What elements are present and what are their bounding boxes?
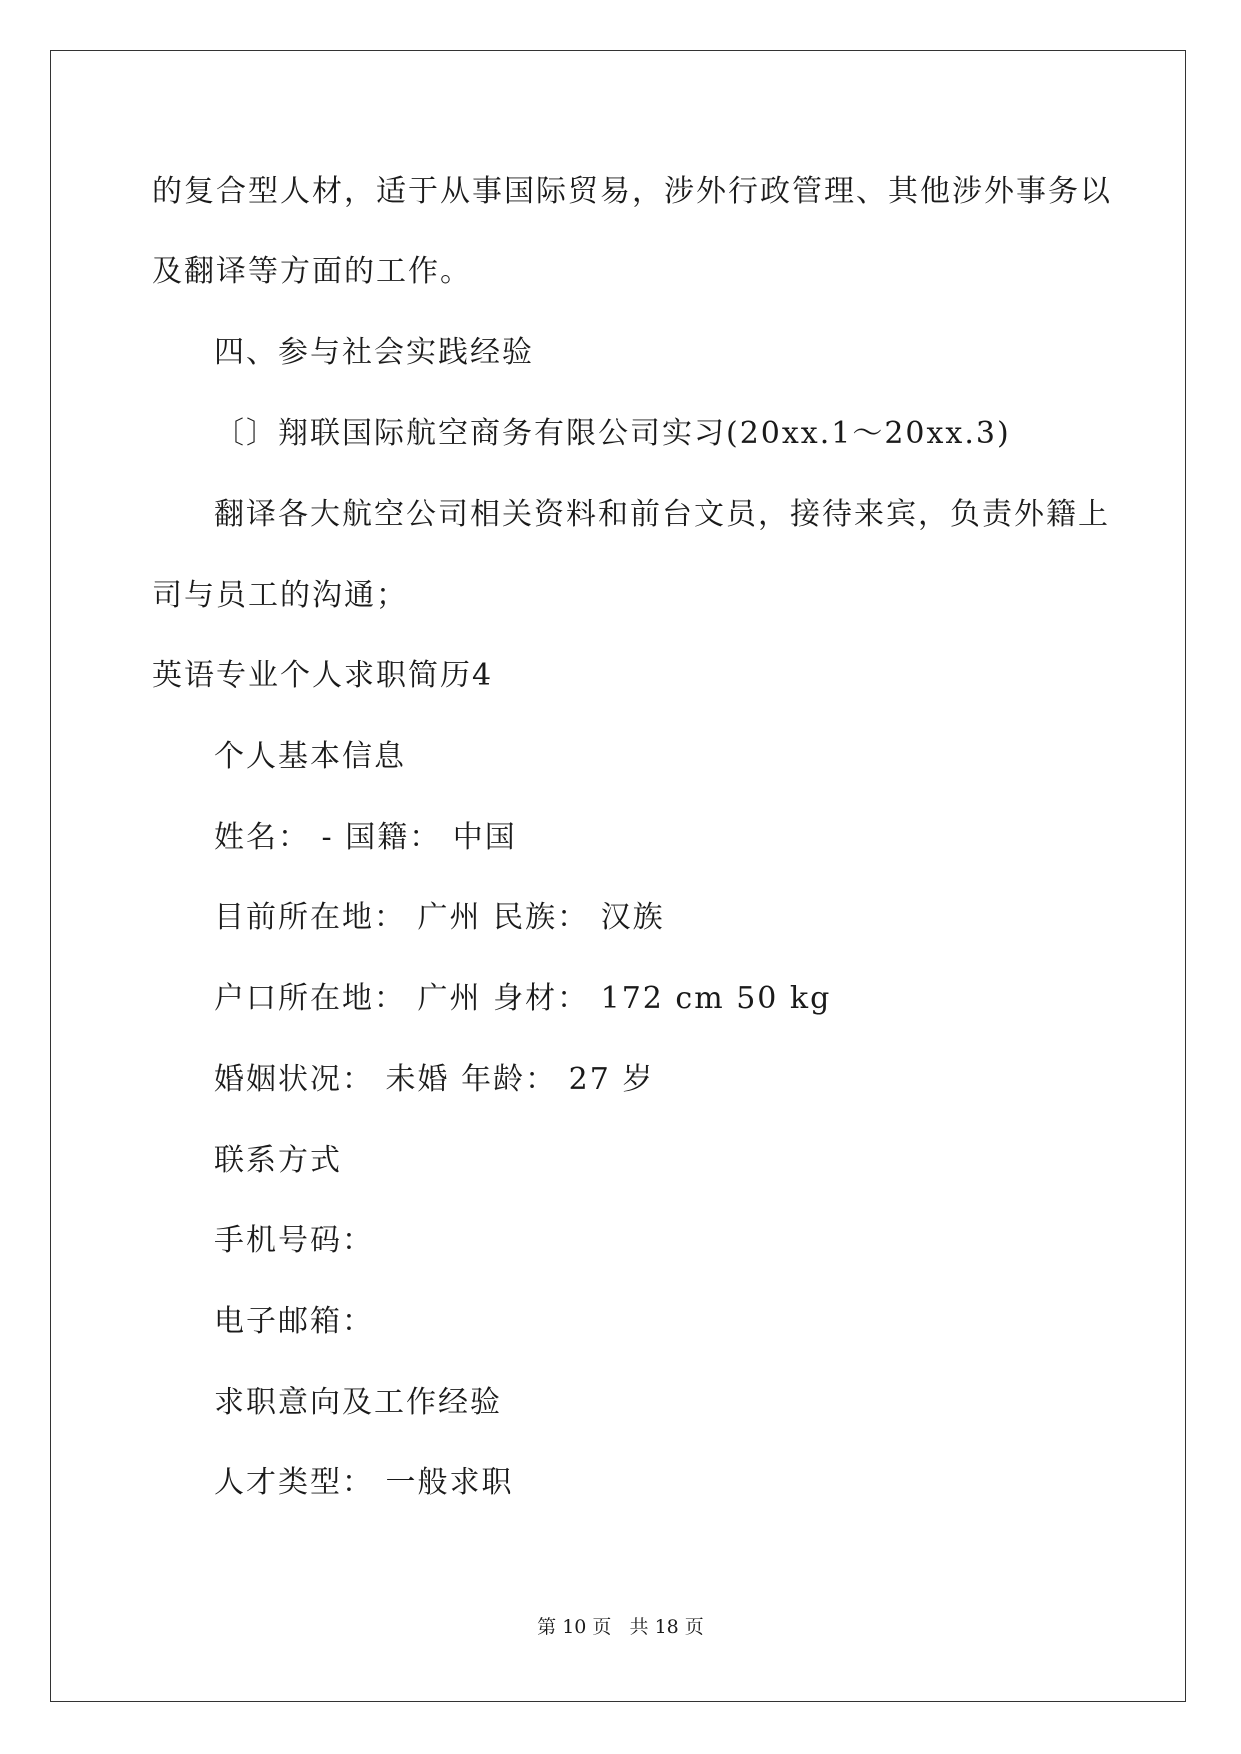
internship-entry: 〔〕翔联国际航空商务有限公司实习(20xx.1～20xx.3) [214, 416, 1011, 451]
info-line: 婚姻状况： 未婚 年龄： 27 岁 [214, 1062, 655, 1097]
info-line: 目前所在地： 广州 民族： 汉族 [214, 900, 665, 935]
info-line: 人才类型： 一般求职 [214, 1465, 514, 1500]
section-heading: 四、参与社会实践经验 [214, 335, 534, 370]
info-line: 手机号码： [214, 1223, 374, 1258]
info-line: 电子邮箱： [214, 1304, 374, 1339]
paragraph-line: 翻译各大航空公司相关资料和前台文员，接待来宾，负责外籍上 [214, 497, 1110, 532]
info-line: 户口所在地： 广州 身材： 172 cm 50 kg [214, 981, 832, 1016]
paragraph-line: 司与员工的沟通； [152, 578, 408, 613]
section-heading: 求职意向及工作经验 [214, 1385, 502, 1420]
page-border [50, 50, 1186, 1702]
paragraph-line: 的复合型人材，适于从事国际贸易，涉外行政管理、其他涉外事务以 [152, 174, 1112, 209]
resume-title: 英语专业个人求职简历4 [152, 658, 494, 693]
info-line: 姓名： - 国籍： 中国 [214, 820, 517, 855]
section-heading: 个人基本信息 [214, 739, 406, 774]
page-number-footer: 第 10 页 共 18 页 [537, 1616, 704, 1638]
paragraph-line: 及翻译等方面的工作。 [152, 254, 472, 289]
section-heading: 联系方式 [214, 1143, 342, 1178]
